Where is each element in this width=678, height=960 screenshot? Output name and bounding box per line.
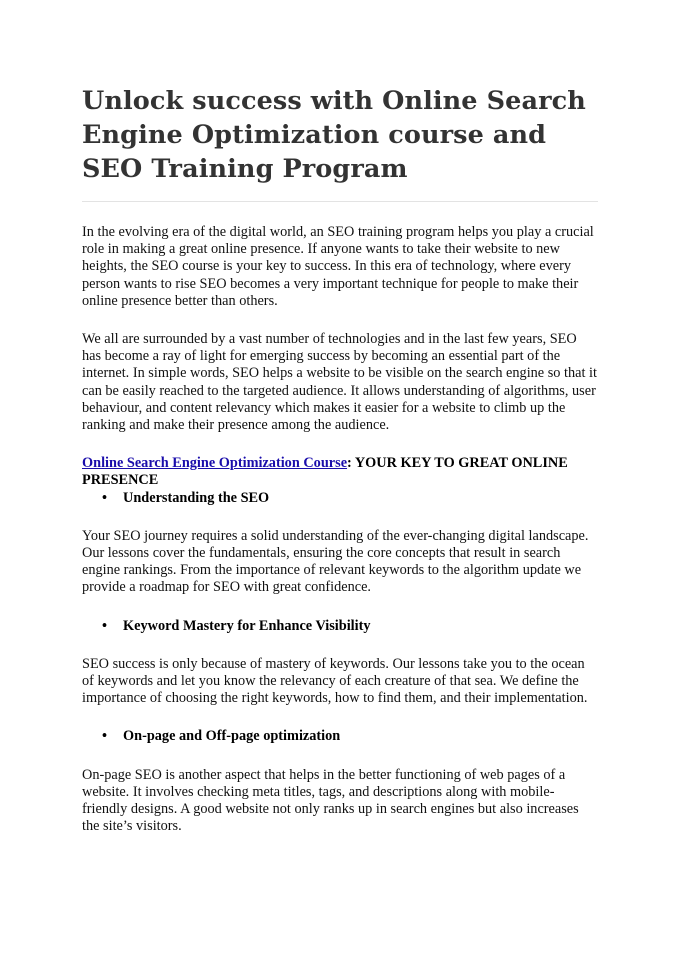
bullet-icon: •	[102, 728, 108, 745]
bullet-icon: •	[102, 617, 108, 634]
bullet-paragraph-keywords: SEO success is only because of mastery of keywords. Our lessons take you to the ocean of keywords and let you know the relevancy of each creature of that sea. We define the importance of choosing the right keywords, how to find them, and their implementation.	[82, 655, 588, 707]
bullet-label: Keyword Mastery for Enhance Visibility	[123, 617, 371, 634]
title-divider	[82, 201, 598, 202]
document-page	[82, 84, 598, 856]
course-link[interactable]: Online Search Engine Optimization Course	[82, 455, 348, 472]
section-heading	[82, 455, 598, 489]
intro-paragraph-1: In the evolving era of the digital world, an SEO training program helps you play a crucial role in making a great online presence. If anyone wants to take their website to new heights, the SEO course is your key to success. In this era of technology, where every person wants to rise SEO becomes a very important technique for people to make their online presence better than others.	[82, 224, 594, 309]
section-heading-rest: : YOUR KEY TO GREAT ONLINE PRESENCE	[82, 455, 568, 489]
bullet-label: Understanding the SEO	[123, 489, 270, 506]
bullet-paragraph-understanding: Your SEO journey requires a solid understanding of the ever-changing digital landscape. Our lessons cover the fundamentals, ensuring the core concepts that result in search engine rankings. From the importance of relevant keywords to the algorithm update we provide a roadmap for SEO with great confidence.	[82, 527, 589, 596]
bullet-understanding-seo	[82, 490, 598, 507]
bullet-paragraph-onpage: On-page SEO is another aspect that helps in the better functioning of web pages of a website. It involves checking meta titles, tags, and descriptions along with mobile-friendly designs. A good website not only ranks up in search engines but also increases the site’s visitors.	[82, 766, 579, 835]
bullet-label: On-page and Off-page optimization	[123, 728, 341, 745]
intro-paragraph-2: We all are surrounded by a vast number of technologies and in the last few years, SEO has become a ray of light for emerging success by becoming an essential part of the internet. In simple words, SEO helps a website to be visible on the search engine so that it can be easily reached to the targeted audience. It allows understanding of algorithms, user behaviour, and content relevancy which makes it easier for a website to climb up the ranking and make their presence among the audience.	[82, 331, 597, 434]
article-title: Unlock success with Online Search Engine Optimization course and SEO Training Program	[82, 86, 586, 184]
bullet-icon: •	[102, 489, 108, 506]
bullet-onpage-offpage	[82, 728, 598, 745]
bullet-keyword-mastery	[82, 618, 598, 635]
